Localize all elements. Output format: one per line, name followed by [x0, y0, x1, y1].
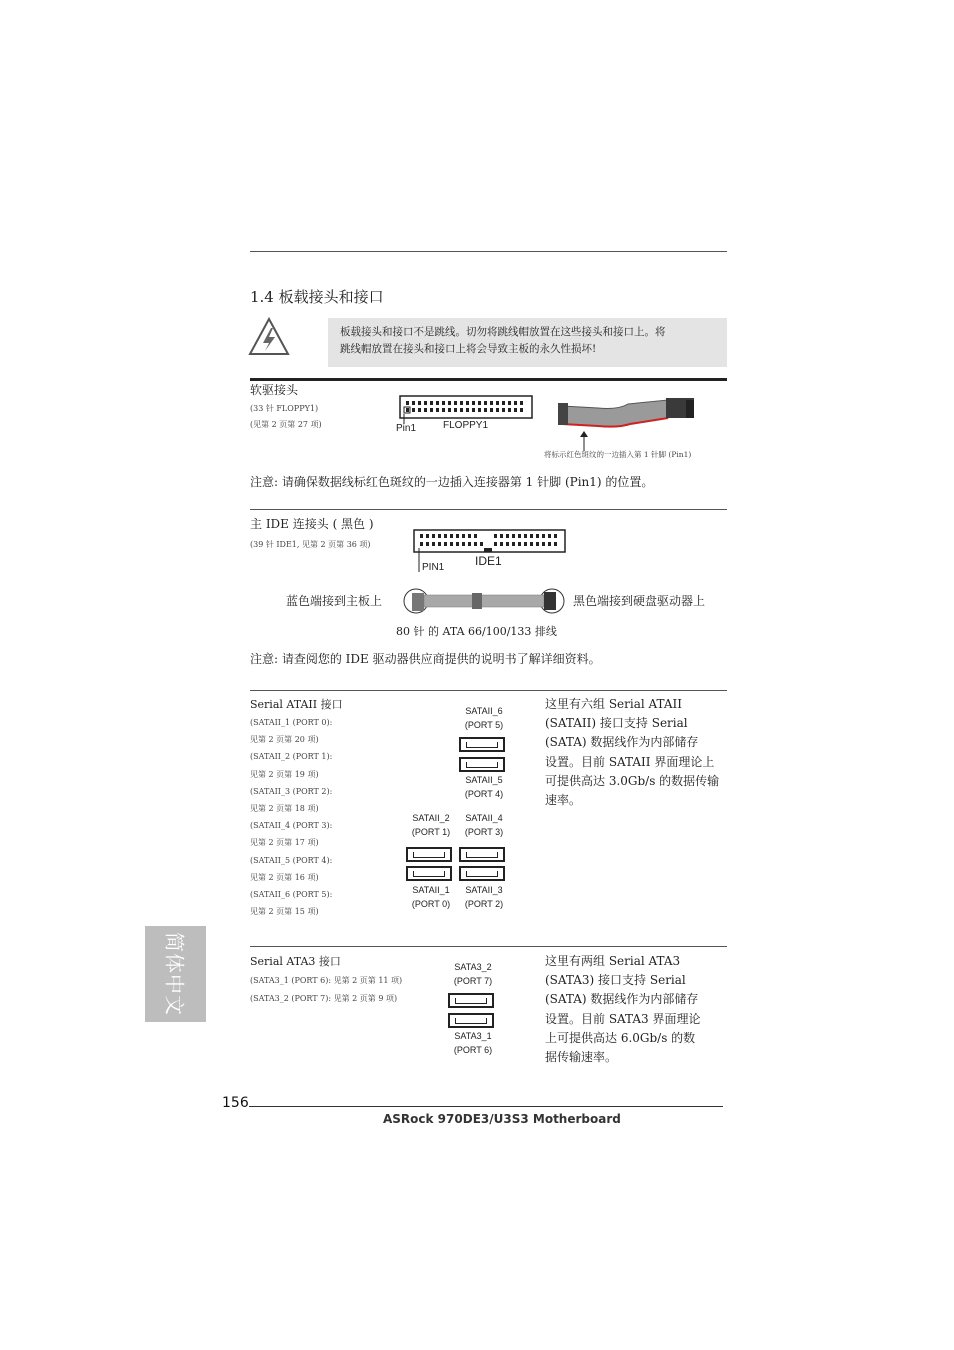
floppy-stripe-caption: 将标示红色斑纹的一边插入第 1 针脚 (Pin1) — [544, 450, 692, 459]
floppy-attention: 注意: 请确保数据线标红色斑纹的一边插入连接器第 1 针脚 (Pin1) 的位置。 — [250, 475, 654, 489]
sata2-note: 见第 2 页第 15 项) — [250, 907, 319, 917]
floppy-title: 软驱接头 — [250, 383, 299, 397]
sata2-port6-connector — [459, 737, 505, 752]
sata2-note: (SATAII_3 (PORT 2): — [250, 786, 333, 796]
sata2-port4-connector — [459, 847, 505, 862]
floppy-note-1: (33 针 FLOPPY1) — [250, 404, 319, 413]
sata2-note: 见第 2 页第 16 项) — [250, 872, 319, 882]
warning-box — [328, 318, 727, 367]
ide-pin1-label: PIN1 — [422, 562, 445, 573]
ide-title: 主 IDE 连接头 ( 黑色 ) — [250, 517, 374, 531]
floppy-note-2: (见第 2 页第 27 项) — [250, 420, 322, 429]
sata2-port1-label: SATAII_1 (PORT 0) — [411, 885, 451, 909]
sata3-port6-connector — [448, 1013, 494, 1028]
ide-note: (39 针 IDE1, 见第 2 页第 36 项) — [250, 540, 371, 549]
ide-blue-end-label: 蓝色端接到主板上 — [286, 594, 383, 608]
floppy-connector-label: FLOPPY1 — [443, 420, 489, 431]
ide-cable-caption: 80 针 的 ATA 66/100/133 排线 — [396, 625, 557, 638]
sata2-note: (SATAII_5 (PORT 4): — [250, 855, 333, 865]
sata3-port7-label: SATA3_2 (PORT 7) — [453, 962, 493, 986]
sata3-port7-connector — [448, 993, 494, 1008]
sata2-description: 这里有六组 Serial ATAII (SATAII) 接口支持 Serial (SATA) 数据线作为内部储存 设置。目前 SATAII 界面理论上 可提供高达 3.0Gb/s 的数据传输 速率。 — [545, 697, 720, 808]
sata2-note: 见第 2 页第 19 项) — [250, 769, 319, 779]
sata2-port3-label: SATAII_3 (PORT 2) — [464, 885, 504, 909]
warning-line-1: 板载接头和接口不是跳线。切勿将跳线帽放置在这些接头和接口上。将 — [340, 326, 666, 338]
top-rule — [250, 251, 727, 252]
footer-product: ASRock 970DE3/U3S3 Motherboard — [383, 1112, 621, 1126]
sata2-port4-label: SATAII_4 (PORT 3) — [464, 813, 504, 837]
sata2-port1-connector — [406, 866, 452, 881]
sata3-rule — [250, 946, 727, 947]
sata3-port6-label: SATA3_1 (PORT 6) — [453, 1031, 493, 1055]
ide-black-end-label: 黑色端接到硬盘驱动器上 — [573, 594, 706, 608]
ide-connector-label: IDE1 — [475, 554, 502, 568]
sata2-rule — [250, 690, 727, 691]
sata2-port5-label: SATAII_5 (PORT 4) — [464, 775, 504, 799]
section-title: 1.4 板载接头和接口 — [250, 288, 384, 306]
thick-rule — [250, 378, 727, 381]
footer-rule — [249, 1106, 723, 1107]
sata2-title: Serial ATAII 接口 — [250, 698, 343, 711]
sata2-notes — [250, 714, 332, 920]
sata2-port5-connector — [459, 757, 505, 772]
sata2-port2-label: SATAII_2 (PORT 1) — [411, 813, 451, 837]
sata2-note: (SATAII_6 (PORT 5): — [250, 890, 333, 900]
sata2-note: (SATAII_4 (PORT 3): — [250, 821, 333, 831]
sata3-notes — [250, 972, 402, 1008]
sata2-port6-label: SATAII_6 (PORT 5) — [464, 706, 504, 730]
ide-attention: 注意: 请查阅您的 IDE 驱动器供应商提供的说明书了解详细资料。 — [250, 652, 601, 666]
language-side-tab — [145, 926, 206, 1022]
warning-icon — [248, 316, 290, 362]
ide-rule — [250, 509, 727, 510]
floppy-pin1-label: Pin1 — [396, 423, 417, 434]
sata2-note: 见第 2 页第 17 项) — [250, 838, 319, 848]
language-side-tab-text: 简体中文 — [162, 932, 186, 1016]
sata2-port3-connector — [459, 866, 505, 881]
sata2-note: 见第 2 页第 20 项) — [250, 735, 319, 745]
ide-cable-image — [402, 587, 566, 621]
page-number: 156 — [222, 1095, 249, 1111]
sata2-note: (SATAII_2 (PORT 1): — [250, 752, 333, 762]
sata2-port2-connector — [406, 847, 452, 862]
sata2-note: 见第 2 页第 18 项) — [250, 804, 319, 814]
sata3-description: 这里有两组 Serial ATA3 (SATA3) 接口支持 Serial (SATA) 数据线作为内部储存 设置。目前 SATA3 界面理论 上可提供高达 6.0Gb/s 的数 据传输速率。 — [545, 954, 701, 1065]
sata3-note: (SATA3_1 (PORT 6): 见第 2 页第 11 项) — [250, 976, 403, 985]
warning-line-2: 跳线帽放置在接头和接口上将会导致主板的永久性损坏! — [340, 343, 597, 355]
sata3-note: (SATA3_2 (PORT 7): 见第 2 页第 9 项) — [250, 994, 398, 1003]
sata3-title: Serial ATA3 接口 — [250, 955, 341, 968]
sata2-note: (SATAII_1 (PORT 0): — [250, 718, 333, 727]
